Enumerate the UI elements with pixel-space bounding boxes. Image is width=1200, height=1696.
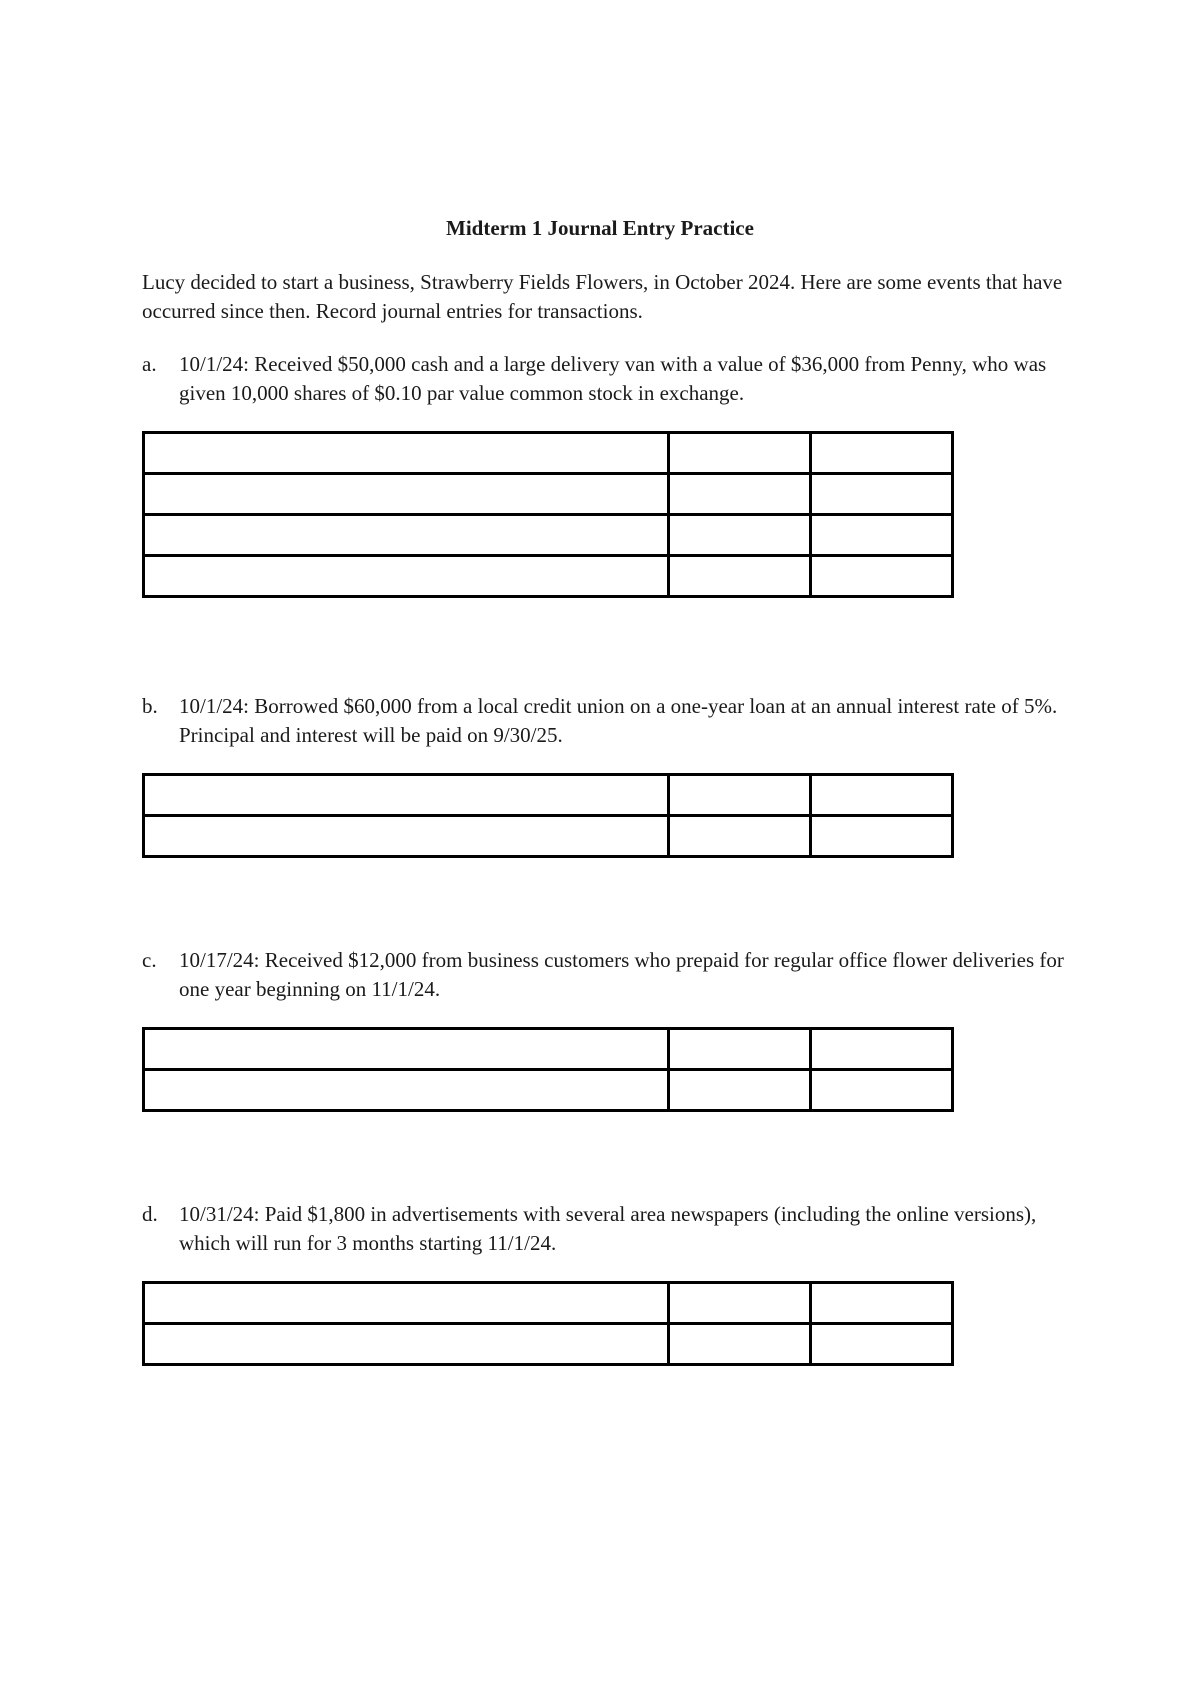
debit-cell[interactable] [669, 474, 811, 515]
account-cell[interactable] [144, 1029, 669, 1070]
journal-row [144, 474, 953, 515]
question-text: 10/31/24: Paid $1,800 in advertisements with several area newspapers (including the online versions), which will run for 3 months starting 11/1/24. [179, 1202, 1037, 1255]
credit-cell[interactable] [811, 1324, 953, 1365]
journal-row [144, 816, 953, 857]
intro-paragraph: Lucy decided to start a business, Strawberry Fields Flowers, in October 2024. Here are some events that have occurred since then. Record journal entries for transactions. [142, 270, 1063, 323]
journal-table-b [142, 773, 954, 858]
account-cell[interactable] [144, 556, 669, 597]
question-c [142, 946, 1082, 1004]
credit-cell[interactable] [811, 474, 953, 515]
journal-table-a [142, 431, 954, 598]
debit-cell[interactable] [669, 1283, 811, 1324]
question-text: 10/1/24: Borrowed $60,000 from a local credit union on a one-year loan at an annual interest rate of 5%. Principal and interest will be paid on 9/30/25. [179, 694, 1058, 747]
credit-cell[interactable] [811, 433, 953, 474]
account-cell[interactable] [144, 1283, 669, 1324]
question-a [142, 350, 1082, 408]
debit-cell[interactable] [669, 556, 811, 597]
page-title: Midterm 1 Journal Entry Practice [446, 216, 754, 240]
account-cell[interactable] [144, 515, 669, 556]
debit-cell[interactable] [669, 1029, 811, 1070]
journal-table-c [142, 1027, 954, 1112]
credit-cell[interactable] [811, 1029, 953, 1070]
journal-row [144, 515, 953, 556]
account-cell[interactable] [144, 433, 669, 474]
journal-row [144, 775, 953, 816]
credit-cell[interactable] [811, 816, 953, 857]
journal-row [144, 1324, 953, 1365]
debit-cell[interactable] [669, 816, 811, 857]
question-text: 10/17/24: Received $12,000 from business customers who prepaid for regular office flower deliveries for one year beginning on 11/1/24. [179, 948, 1064, 1001]
question-text: 10/1/24: Received $50,000 cash and a large delivery van with a value of $36,000 from Penny, who was given 10,000 shares of $0.10 par value common stock in exchange. [179, 352, 1047, 405]
question-letter: d. [142, 1202, 158, 1226]
debit-cell[interactable] [669, 1324, 811, 1365]
account-cell[interactable] [144, 474, 669, 515]
account-cell[interactable] [144, 1324, 669, 1365]
credit-cell[interactable] [811, 775, 953, 816]
question-letter: b. [142, 694, 158, 718]
debit-cell[interactable] [669, 515, 811, 556]
credit-cell[interactable] [811, 556, 953, 597]
journal-row [144, 556, 953, 597]
journal-table-d [142, 1281, 954, 1366]
debit-cell[interactable] [669, 775, 811, 816]
question-d [142, 1200, 1082, 1258]
account-cell[interactable] [144, 1070, 669, 1111]
debit-cell[interactable] [669, 433, 811, 474]
journal-row [144, 1029, 953, 1070]
account-cell[interactable] [144, 816, 669, 857]
credit-cell[interactable] [811, 1283, 953, 1324]
debit-cell[interactable] [669, 1070, 811, 1111]
question-letter: c. [142, 948, 157, 972]
credit-cell[interactable] [811, 1070, 953, 1111]
question-b [142, 692, 1082, 750]
credit-cell[interactable] [811, 515, 953, 556]
journal-row [144, 1070, 953, 1111]
account-cell[interactable] [144, 775, 669, 816]
question-letter: a. [142, 352, 157, 376]
journal-row [144, 1283, 953, 1324]
journal-row [144, 433, 953, 474]
